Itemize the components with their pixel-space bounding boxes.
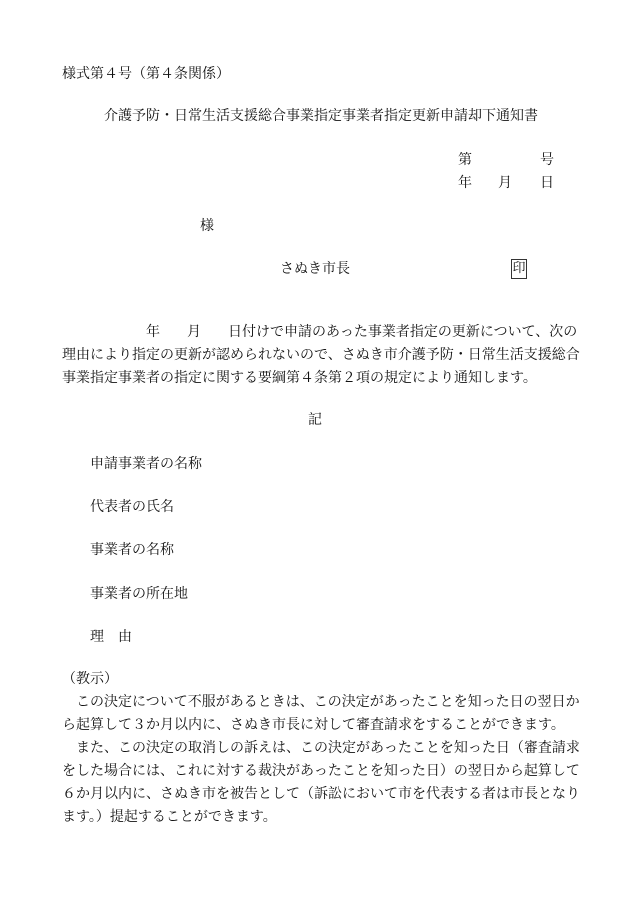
- item-business-address: 事業者の所在地: [90, 586, 188, 602]
- notice-line-6: ます。）提起することができます。: [62, 809, 277, 825]
- notice-line-1: この決定について不服があるときは、この決定があったことを知った日の翌日か: [62, 694, 580, 710]
- notice-heading: （教示）: [62, 671, 118, 687]
- body-line-3: 事業指定事業者の指定に関する要綱第４条第２項の規定により通知します。: [62, 370, 537, 386]
- document-title: 介護予防・日常生活支援総合事業指定事業者指定更新申請却下通知書: [104, 108, 538, 124]
- date-day: 日: [540, 175, 554, 191]
- form-number: 様式第４号（第４条関係）: [62, 66, 230, 82]
- body-line-2: 理由により指定の更新が認められないので、さぬき市介護予防・日常生活支援総合: [62, 347, 580, 363]
- ki-heading: 記: [308, 412, 322, 428]
- reference-dai: 第: [458, 152, 472, 168]
- reference-go: 号: [540, 152, 554, 168]
- notice-line-3: また、この決定の取消しの訴えは、この決定があったことを知った日（審査請求: [62, 740, 580, 756]
- seal-mark: 印: [511, 259, 527, 279]
- item-business-name: 事業者の名称: [90, 542, 174, 558]
- item-reason: 理 由: [90, 629, 132, 645]
- body-year: 年: [146, 324, 160, 340]
- item-representative-name: 代表者の氏名: [90, 499, 174, 515]
- addressee-sama: 様: [200, 218, 214, 234]
- item-applicant-name: 申請事業者の名称: [90, 456, 202, 472]
- body-month: 月: [187, 324, 201, 340]
- notice-line-2: ら起算して３か月以内に、さぬき市長に対して審査請求をすることができます。: [62, 717, 565, 733]
- date-month: 月: [498, 175, 512, 191]
- body-line-1: 日付けで申請のあった事業者指定の更新について、次の: [228, 324, 578, 340]
- notice-line-4: をした場合には、これに対する裁決があったことを知った日）の翌日から起算して: [62, 763, 580, 779]
- notice-line-5: ６か月以内に、さぬき市を被告として（訴訟において市を代表する者は市長となり: [62, 786, 580, 802]
- sender-name: さぬき市長: [280, 261, 350, 277]
- date-year: 年: [458, 175, 472, 191]
